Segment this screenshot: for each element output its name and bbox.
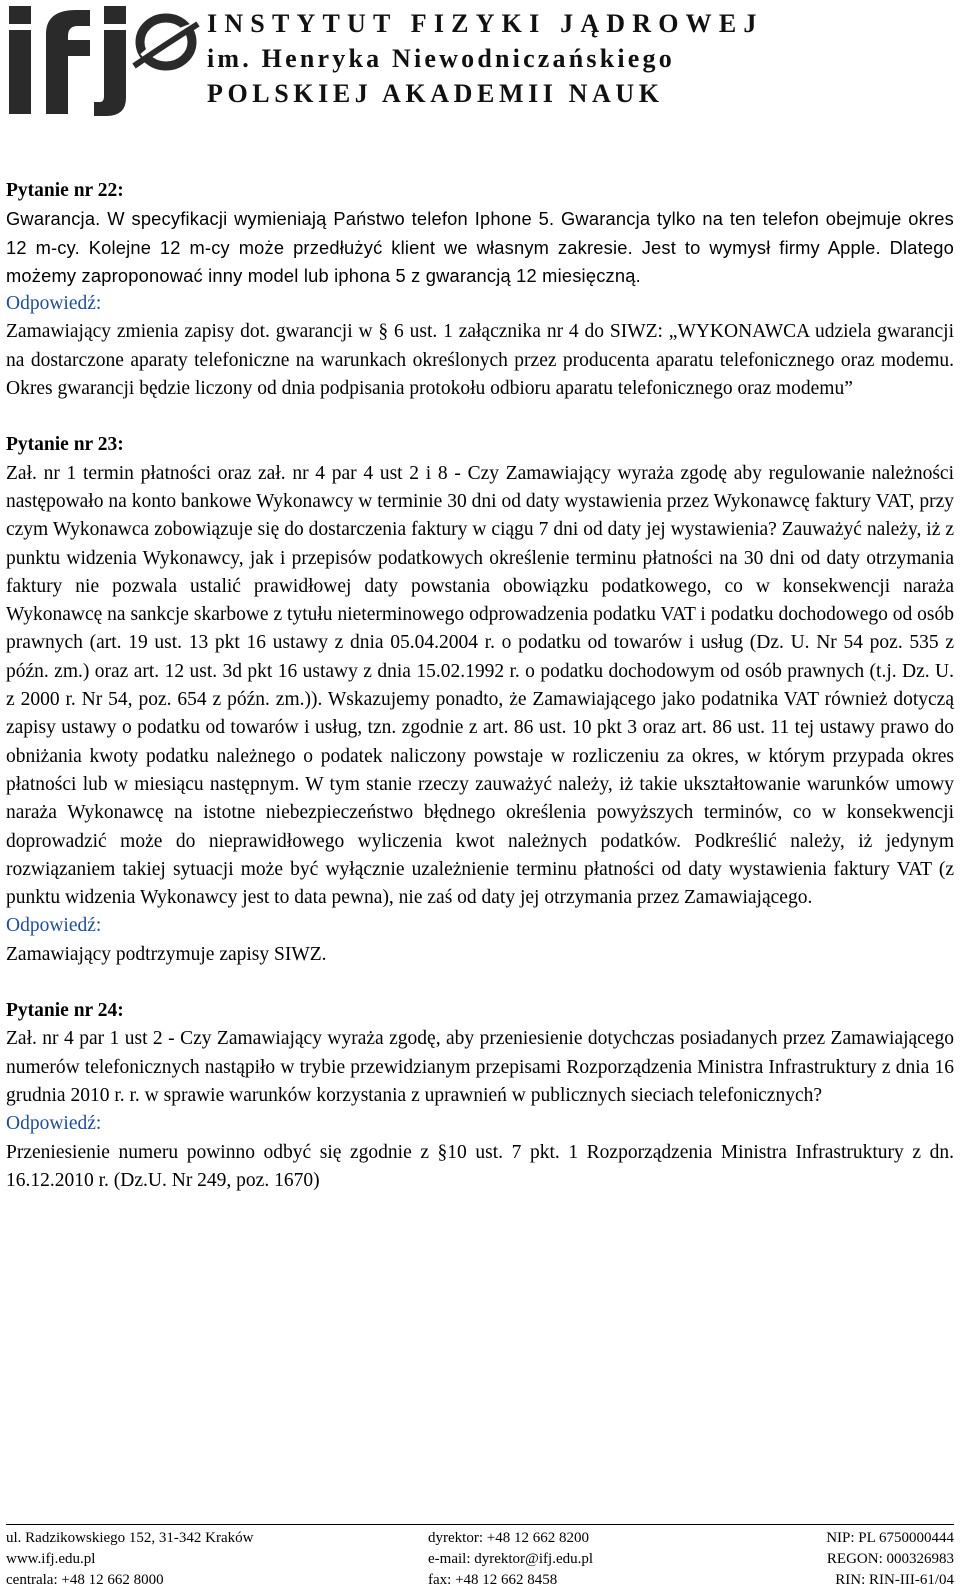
question-22-answer-label: Odpowiedź:	[6, 293, 102, 315]
footer-rin: RIN: RIN-III-61/04	[835, 1572, 954, 1588]
footer-website-link[interactable]: www.ifj.edu.pl	[6, 1551, 96, 1567]
footer-regon: REGON: 000326983	[826, 1551, 954, 1567]
footer-nip: NIP: PL 6750000444	[826, 1530, 954, 1546]
question-24-answer-label: Odpowiedź:	[6, 1113, 102, 1135]
question-22-text: Gwarancja. W specyfikacji wymieniają Państwo telefon Iphone 5. Gwarancja tylko na ten telefon obejmuje okres 12 m-cy. Kolejne 12 m-cy może przedłużyć klient we własnym zakresie. Jest to wymysł firmy Apple. Dlatego możemy zaproponować inny model lub iphona 5 z gwarancją 12 miesięczną.	[6, 208, 954, 286]
spacer	[6, 403, 954, 431]
footer-director-column	[428, 1528, 593, 1591]
question-23-answer-text: Zamawiający podtrzymuje zapisy SIWZ.	[6, 943, 327, 965]
institute-name-line3: POLSKIEJ AKADEMII NAUK	[207, 79, 664, 108]
letterhead	[0, 0, 960, 150]
footer-central-phone: centrala: +48 12 662 8000	[6, 1572, 164, 1588]
question-24	[6, 997, 954, 1195]
question-23-title: Pytanie nr 23:	[6, 434, 124, 456]
footer-registry-column	[826, 1528, 954, 1591]
footer-contact-column	[6, 1528, 253, 1591]
question-22	[6, 177, 954, 403]
footer-email-link[interactable]: e-mail: dyrektor@ifj.edu.pl	[428, 1551, 594, 1567]
question-22-answer-text: Zamawiający zmienia zapisy dot. gwarancji w § 6 ust. 1 załącznika nr 4 do SIWZ: „WYKONAWCA udziela gwarancji na dostarczone aparaty telefoniczne na warunkach określonych przez producenta aparatu telefonicznego oraz modemu. Okres gwarancji będzie liczony od dnia podpisania protokołu odbioru aparatu telefonicznego oraz modemu”	[6, 321, 954, 400]
institute-name-line2: im. Henryka Niewodniczańskiego	[207, 44, 675, 73]
institute-name	[207, 6, 764, 111]
footer-address: ul. Radzikowskiego 152, 31-342 Kraków	[6, 1530, 254, 1546]
question-23	[6, 431, 954, 969]
question-23-text: Zał. nr 1 termin płatności oraz zał. nr 4 par 4 ust 2 i 8 - Czy Zamawiający wyraża zgodę aby regulowanie należności następowało na konto bankowe Wykonawcy w terminie 30 dni od daty wystawienia przez Wykonawcę faktury VAT, przy czym Wykonawca zobowiązuje się do dostarczenia faktury w ciągu 7 dni od daty jej wystawienia? Zauważyć należy, iż z punktu widzenia Wykonawcy, jak i przepisów podatkowych określenie terminu płatności na 30 dni od daty otrzymania faktury nie pozwala ustalić prawidłowej daty powstania obowiązku podatkowego, co w konsekwencji naraża Wykonawcę na sankcje skarbowe z tytułu nieterminowego odprowadzenia podatku VAT i podatku dochodowego od osób prawnych (art. 19 ust. 13 pkt 16 ustawy z dnia 05.04.2004 r. o podatku od towarów i usług (Dz. U. Nr 54 poz. 535 z późn. zm.) oraz art. 12 ust. 3d pkt 16 ustawy z dnia 15.02.1992 r. o podatku dochodowym od osób prawnych (t.j. Dz. U. z 2000 r. Nr 54, poz. 654 z późn. zm.)). Wskazujemy ponadto, że Zamawiającego jako podatnika VAT również dotyczą zapisy ustawy o podatku od towarów i usług, tzn. zgodnie z art. 86 ust. 10 pkt 3 oraz art. 86 ust. 11 tej ustawy prawo do obniżania kwoty podatku należnego o podatek naliczony powstaje w rozliczeniu za okres, w którym przypada okres płatności lub w miesiącu następnym. W tym stanie rzeczy zauważyć należy, iż takie ukształtowanie warunków umowy naraża Wykonawcę na istotne niebezpieczeństwo błędnego określenia powyższych terminów, co w konsekwencji doprowadzić może do nieprawidłowego wyliczenia kwot należnych podatków. Podkreślić należy, iż jedynym rozwiązaniem takiej sytuacji może być wyłącznie uzależnienie terminu płatności od daty wystawienia faktury VAT (z punktu widzenia Wykonawcy jest to data pewna), nie zaś od daty jej otrzymania przez Zamawiającego.	[6, 462, 954, 909]
question-24-text: Zał. nr 4 par 1 ust 2 - Czy Zamawiający wyraża zgodę, aby przeniesienie dotychczas posiadanych przez Zamawiającego numerów telefonicznych nastąpiło w trybie przewidzianym przepisami Rozporządzenia Ministra Infrastruktury z dnia 16 grudnia 2010 r. r. w sprawie warunków korzystania z uprawnień w publicznych sieciach telefonicznych?	[6, 1028, 954, 1106]
document-body	[6, 177, 954, 1195]
footer-fax: fax: +48 12 662 8458	[428, 1572, 558, 1588]
question-22-title: Pytanie nr 22:	[6, 180, 124, 201]
question-24-title: Pytanie nr 24:	[6, 1000, 124, 1022]
footer	[6, 1524, 954, 1588]
ifj-logo-icon	[6, 4, 202, 116]
footer-director-phone: dyrektor: +48 12 662 8200	[428, 1530, 589, 1546]
spacer	[6, 969, 954, 997]
question-24-answer-text: Przeniesienie numeru powinno odbyć się zgodnie z §10 ust. 7 pkt. 1 Rozporządzenia Ministra Infrastruktury z dn. 16.12.2010 r. (Dz.U. Nr 249, poz. 1670)	[6, 1141, 954, 1191]
institute-name-line1: INSTYTUT FIZYKI JĄDROWEJ	[207, 9, 764, 38]
question-23-answer-label: Odpowiedź:	[6, 915, 102, 937]
